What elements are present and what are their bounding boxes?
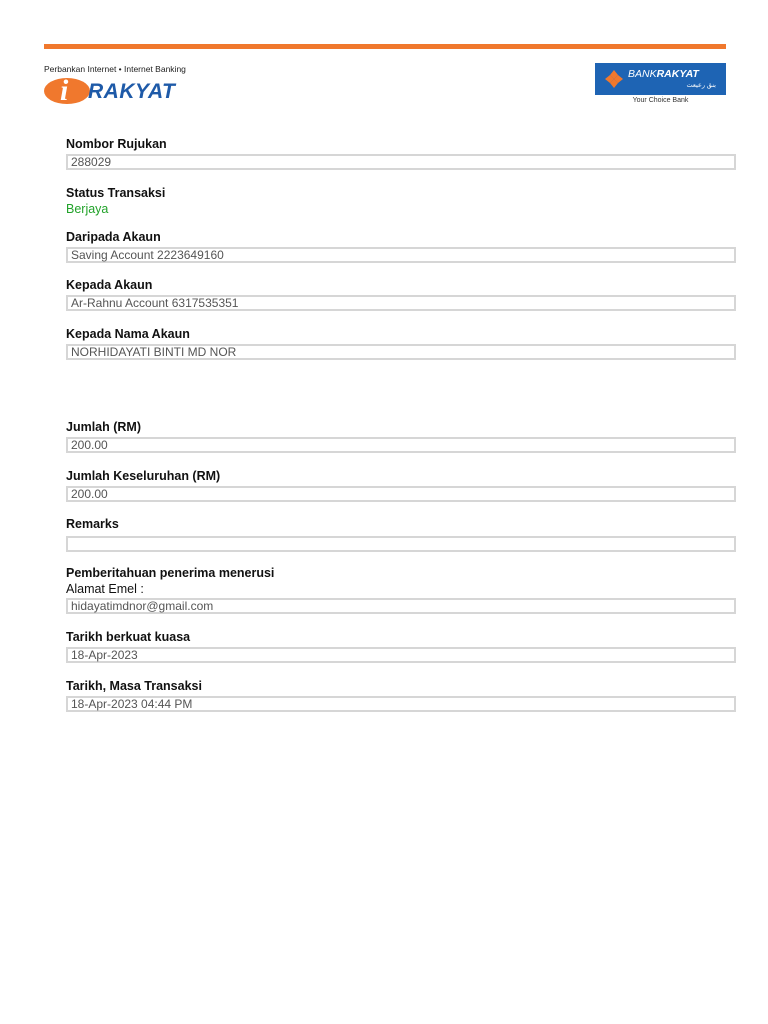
notify-email-value: hidayatimdnor@gmail.com [66, 598, 736, 614]
header-divider [44, 44, 726, 49]
reference-value: 288029 [66, 154, 736, 170]
transaction-datetime-value: 18-Apr-2023 04:44 PM [66, 696, 736, 712]
bank-name [628, 68, 699, 80]
to-account-label: Kepada Akaun [66, 278, 153, 292]
bank-mark-icon [604, 69, 624, 89]
field-to-name [66, 326, 736, 360]
logo-i-letter: i [60, 74, 69, 107]
from-account-value: Saving Account 2223649160 [66, 247, 736, 263]
field-from-account [66, 229, 736, 263]
field-total [66, 468, 736, 502]
effective-date-label: Tarikh berkuat kuasa [66, 630, 191, 644]
bank-jawi: بنق رعيعت [686, 82, 716, 89]
field-effective-date [66, 629, 736, 663]
field-status [66, 185, 736, 217]
status-value: Berjaya [66, 202, 109, 216]
total-value: 200.00 [66, 486, 736, 502]
bank-slogan: Your Choice Bank [632, 97, 689, 104]
bank-logo-box [595, 63, 726, 95]
transaction-datetime-label: Tarikh, Masa Transaksi [66, 679, 202, 693]
bank-name-a: BANK [628, 68, 657, 80]
field-remarks [66, 516, 736, 552]
effective-date-value: 18-Apr-2023 [66, 647, 736, 663]
field-notify [66, 565, 736, 614]
notify-sublabel: Alamat Emel : [66, 582, 144, 596]
to-name-value: NORHIDAYATI BINTI MD NOR [66, 344, 736, 360]
bank-name-b: RAKYAT [656, 68, 699, 80]
field-reference [66, 136, 736, 170]
to-account-value: Ar-Rahnu Account 6317535351 [66, 295, 736, 311]
notify-label: Pemberitahuan penerima menerusi [66, 566, 275, 580]
reference-label: Nombor Rujukan [66, 137, 167, 151]
field-amount [66, 419, 736, 453]
status-label: Status Transaksi [66, 186, 166, 200]
amount-label: Jumlah (RM) [66, 420, 141, 434]
amount-value: 200.00 [66, 437, 736, 453]
remarks-label: Remarks [66, 517, 119, 531]
field-transaction-datetime [66, 678, 736, 712]
total-label: Jumlah Keseluruhan (RM) [66, 469, 221, 483]
logo-rakyat-text: RAKYAT [88, 80, 176, 103]
bank-rakyat-logo [595, 63, 726, 104]
irakyat-wordmark [44, 76, 194, 106]
logo-tagline: Perbankan Internet • Internet Banking [44, 64, 186, 74]
from-account-label: Daripada Akaun [66, 230, 161, 244]
field-to-account [66, 277, 736, 311]
irakyat-logo [44, 64, 214, 108]
remarks-value [66, 536, 736, 552]
to-name-label: Kepada Nama Akaun [66, 327, 190, 341]
